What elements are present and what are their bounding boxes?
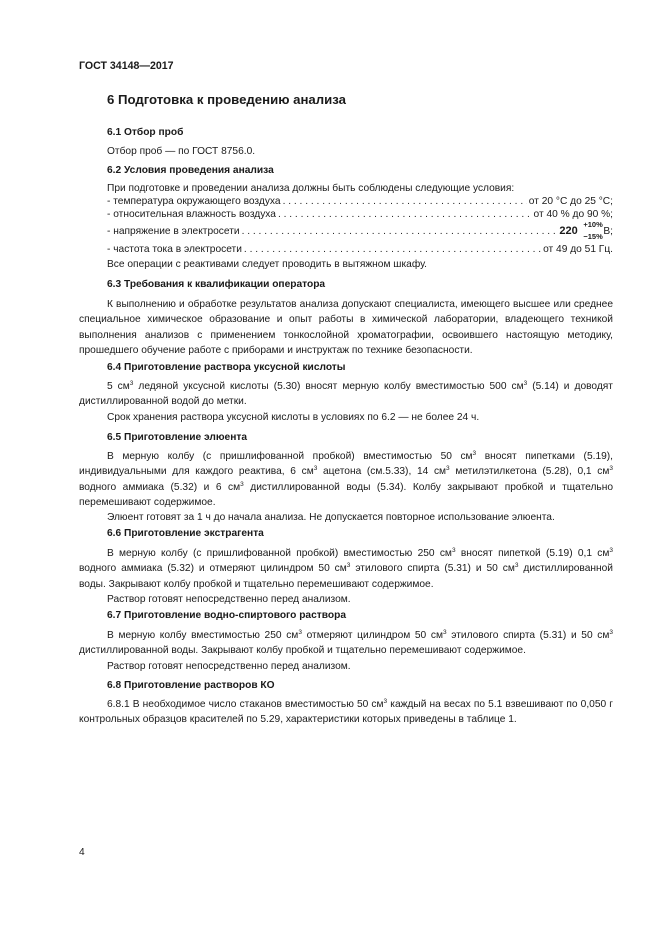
superscript: 3	[609, 547, 613, 554]
condition-value: от 40 % до 90 %;	[533, 209, 613, 220]
paragraph-text	[79, 628, 613, 659]
voltage-tolerance-minus: −15%	[583, 232, 603, 241]
voltage-unit: В;	[603, 226, 613, 237]
conditions-intro: При подготовке и проведении анализа должны быть соблюдены следующие условия:	[107, 183, 515, 194]
subsection-6-4-title: 6.4 Приготовление раствора уксусной кислоты	[107, 362, 346, 373]
text-run: В мерную колбу (с пришлифованной пробкой) вместимостью 250 см	[107, 548, 452, 559]
superscript: 3	[442, 629, 447, 636]
paragraph	[79, 379, 613, 425]
text-run: водного аммиака (5.32) и отмеряют цилиндром 50 см	[79, 563, 347, 575]
text-run: водного аммиака (5.32) и 6 см	[79, 481, 241, 493]
paragraph-text: Срок хранения раствора уксусной кислоты в условиях по 6.2 — не более 24 ч.	[107, 411, 480, 423]
text-run: ледяной уксусной кислоты (5.30) вносят мерную колбу вместимостью 500 см	[133, 381, 524, 392]
text-run: каждый на весах по 5.1 взвешивают по 0,050 г контрольных образцов красителей по 5.29, характеристики которых приведены в таблице 1.	[79, 699, 614, 726]
paragraph	[79, 697, 613, 728]
condition-label: - относительная влажность воздуха	[107, 209, 276, 220]
subsection-6-1-title: 6.1 Отбор проб	[107, 127, 184, 138]
text-run: дистиллированной воды. Закрывают колбу пробкой и тщательно перемешивают содержимое.	[79, 645, 526, 657]
voltage-value	[559, 220, 603, 241]
text-run: этилового спирта (5.31) и 50 см	[350, 563, 515, 575]
voltage-tolerance-plus: +10%	[583, 220, 603, 229]
text-run: вносят пипетками (5.19), индивидуальными для каждого реактива, 6 см	[79, 451, 613, 478]
condition-item	[107, 220, 613, 241]
condition-item	[107, 196, 613, 207]
conditions-note: Все операции с реактивами следует проводить в вытяжном шкафу.	[107, 259, 427, 270]
condition-value: от 49 до 51 Гц.	[543, 244, 613, 255]
paragraph	[79, 449, 613, 525]
page-number: 4	[79, 847, 85, 858]
superscript: 3	[346, 562, 351, 570]
superscript: 3	[240, 480, 244, 488]
paragraph-text: Раствор готовят непосредственно перед анализом.	[107, 660, 351, 672]
paragraph-text	[79, 546, 613, 592]
superscript: 3	[298, 629, 302, 636]
superscript: 3	[514, 562, 519, 570]
text-run: 6.8.1 В необходимое число стаканов вместимостью 50 см	[107, 699, 384, 710]
paragraph	[79, 546, 613, 607]
superscript: 3	[472, 450, 477, 457]
section-title: 6 Подготовка к проведению анализа	[107, 92, 346, 107]
superscript: 3	[313, 465, 318, 473]
paragraph-text: К выполнению и обработке результатов анализа допускают специалиста, имеющего высшее или среднее специальное химическое образование и опыт работы в химической лаборатории, владеющего техникой выполнения анализов с применением тонкослойной хроматографии, освоившего настоящую методику, прошедшего обучение работе с приборами и инструктаж по технике безопасности.	[79, 299, 613, 356]
paragraph	[79, 628, 613, 674]
condition-label: - напряжение в электросети	[107, 226, 240, 237]
superscript: 3	[451, 547, 456, 554]
paragraph-text: Раствор готовят непосредственно перед анализом.	[107, 593, 351, 605]
condition-item	[107, 244, 613, 255]
text-run: вносят пипеткой (5.19) 0,1 см	[455, 548, 610, 559]
text-run: 5 см	[107, 381, 130, 392]
superscript: 3	[129, 380, 134, 387]
text-run: ацетона (см.5.33), 14 см	[317, 466, 447, 478]
subsection-6-6-title: 6.6 Приготовление экстрагента	[107, 528, 264, 539]
text-run: В мерную колбу (с пришлифованной пробкой) вместимостью 50 см	[107, 451, 473, 462]
paragraph-text	[79, 697, 613, 728]
superscript: 3	[609, 629, 613, 636]
text-run: (5.14) и доводят дистиллированной водой до метки.	[79, 381, 613, 408]
text-run: этилового спирта (5.31) и 50 см	[446, 630, 610, 641]
condition-label: - температура окружающего воздуха	[107, 196, 281, 207]
subsection-6-2-title: 6.2 Условия проведения анализа	[107, 165, 274, 176]
subsection-6-3-title: 6.3 Требования к квалификации оператора	[107, 279, 326, 290]
paragraph-text: Элюент готовят за 1 ч до начала анализа. Не допускается повторное использование элюента.	[107, 512, 555, 524]
voltage-base: 220	[559, 225, 578, 237]
paragraph-text	[79, 449, 613, 510]
subsection-6-7-title: 6.7 Приготовление водно-спиртового раствора	[107, 610, 346, 621]
superscript: 3	[446, 465, 450, 473]
subsection-6-1-text: Отбор проб — по ГОСТ 8756.0.	[107, 146, 256, 157]
document-header: ГОСТ 34148—2017	[79, 60, 174, 72]
superscript: 3	[609, 465, 613, 473]
paragraph-text	[79, 379, 613, 410]
condition-item	[107, 209, 613, 220]
paragraph	[79, 297, 613, 358]
text-run: дистиллированной воды. Закрывают колбу пробкой и тщательно перемешивают содержимое.	[79, 563, 613, 590]
condition-label: - частота тока в электросети	[107, 244, 242, 255]
text-run: отмеряют цилиндром 50 см	[301, 630, 443, 641]
superscript: 3	[383, 698, 388, 705]
text-run: метилэтилкетона (5.28), 0,1 см	[449, 466, 610, 478]
subsection-6-5-title: 6.5 Приготовление элюента	[107, 432, 248, 443]
condition-value: от 20 °С до 25 °С;	[528, 196, 613, 207]
subsection-6-8-title: 6.8 Приготовление растворов КО	[107, 680, 275, 691]
superscript: 3	[523, 380, 528, 387]
text-run: В мерную колбу вместимостью 250 см	[107, 630, 299, 641]
text-run: дистиллированной воды (5.34). Колбу закрывают пробкой и тщательно перемешивают содержимое.	[79, 481, 613, 508]
